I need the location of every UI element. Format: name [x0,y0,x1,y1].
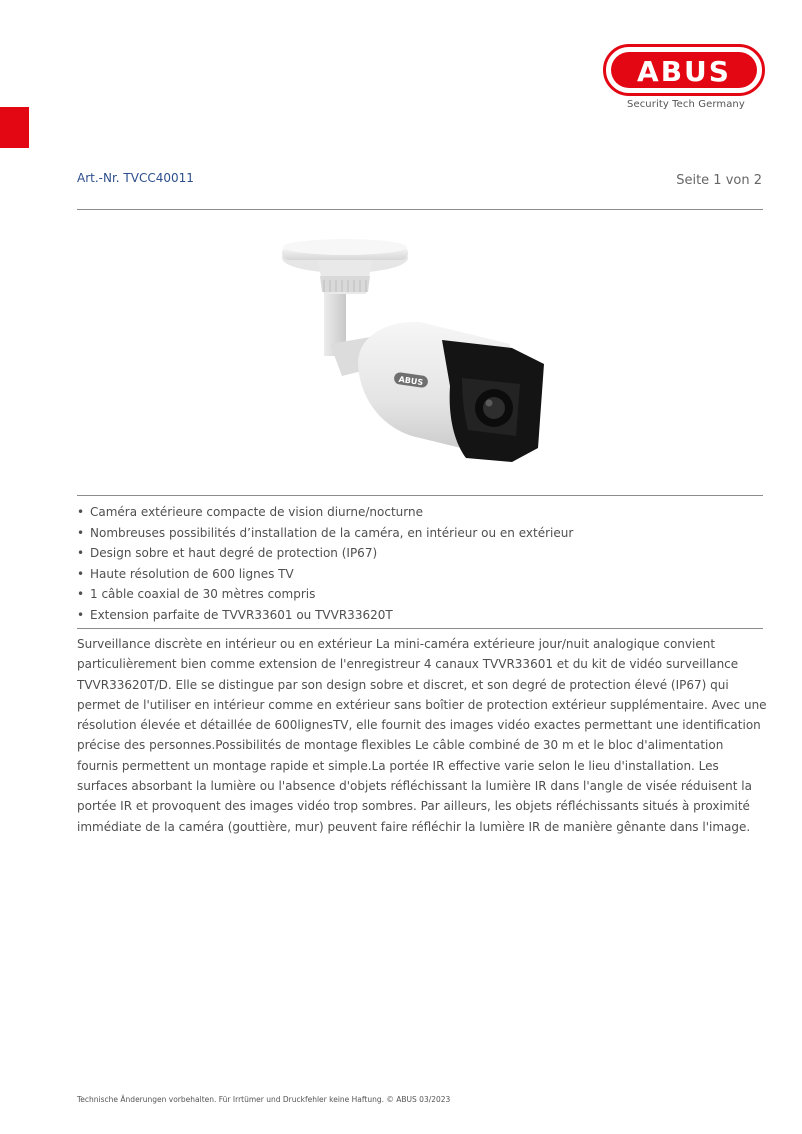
product-description: Surveillance discrète en intérieur ou en extérieur La mini-caméra extérieure jour/nuit analogique convient particulièrement bien comme extension de l'enregistreur 4 canaux TVVR33601 et du kit de vidéo surveillance TVVR33620T/D. Elle se distingue par son design sobre et discret, et son degré de protection élevé (IP67) qui permet de l'utiliser en intérieur comme en extérieur sans boîtier de protection extérieur supplémentaire. Avec une résolution élevée et détaillée de 600lignesTV, elle fournit des images vidéo exactes permettant une identification précise des personnes.Possibilités de montage flexibles Le câble combiné de 30 m et le bloc d'alimentation fournis permettent un montage rapide et simple.La portée IR effective varie selon le lieu d'installation. Les surfaces absorbant la lumière ou l'absence d'objets réfléchissant la lumière IR dans l'angle de visée réduisent la portée IR et provoquent des images vidéo trop sombres. Par ailleurs, les objets réfléchissants situés à proximité immédiate de la caméra (gouttière, mur) peuvent faire réfléchir la lumière IR de manière gênante dans l'image. [77,637,767,834]
header-divider [77,209,763,210]
list-item [77,605,573,626]
feature-text: Haute résolution de 600 lignes TV [90,566,294,581]
article-number: Art.-Nr. TVCC40011 [77,171,194,185]
feature-text: Design sobre et haut degré de protection (IP67) [90,546,378,560]
feature-text: Extension parfaite de TVVR33601 ou TVVR33620T [90,607,393,622]
features-top-divider [77,495,763,496]
bullet-icon: • [77,607,85,622]
feature-text: Caméra extérieure compacte de vision diurne/nocturne [90,505,423,519]
red-side-tab [0,107,29,148]
list-item [77,564,573,585]
abus-logo [603,44,765,96]
list-item [77,502,573,523]
bullet-icon: • [77,546,85,560]
svg-text:ABUS: ABUS [398,374,424,388]
svg-text:ABUS: ABUS [637,55,731,88]
footer-disclaimer: Technische Änderungen vorbehalten. Für Irrtümer und Druckfehler keine Haftung. © ABUS 03/2023 [77,1095,451,1104]
bullet-icon: • [77,525,85,540]
bullet-camera-icon [280,236,550,466]
bullet-icon: • [77,566,85,581]
feature-text: 1 câble coaxial de 30 mètres compris [90,587,316,601]
list-item [77,523,573,544]
list-item [77,543,573,564]
bullet-icon: • [77,505,85,519]
features-bottom-divider [77,628,763,629]
feature-text: Nombreuses possibilités d’installation de la caméra, en intérieur ou en extérieur [90,525,574,540]
feature-list [77,502,573,625]
list-item [77,584,573,605]
bullet-icon: • [77,587,85,601]
page-indicator: Seite 1 von 2 [676,173,762,188]
brand-tagline: Security Tech Germany [627,99,745,110]
